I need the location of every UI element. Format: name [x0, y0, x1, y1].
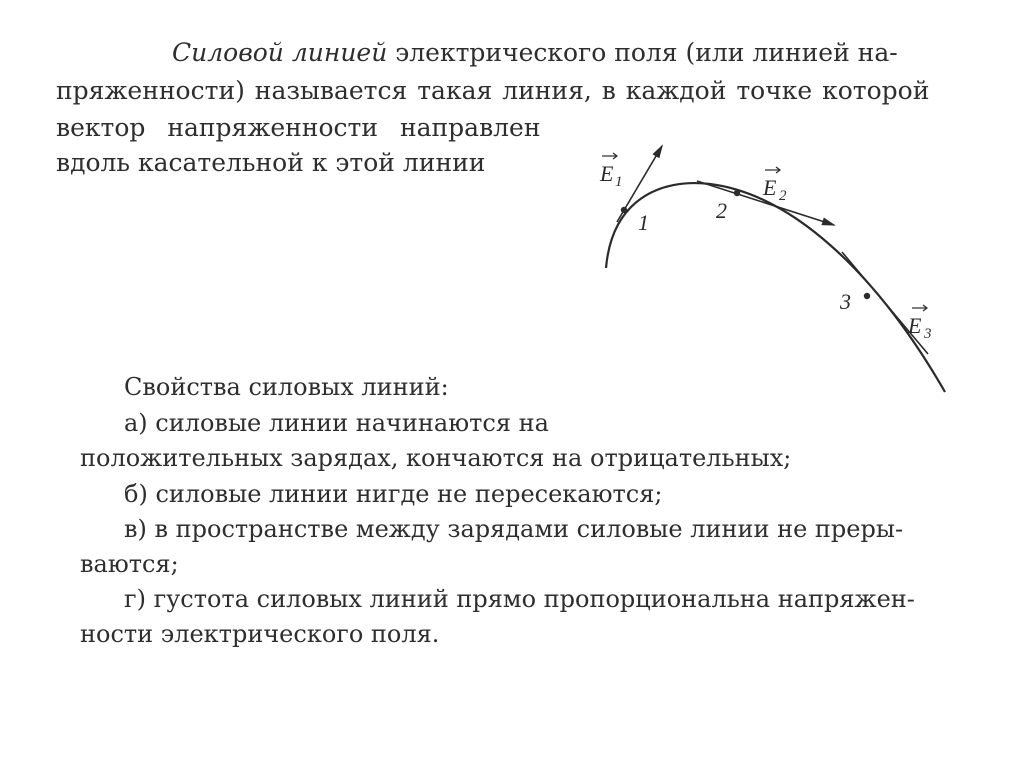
label-e1-subscript: 1 [615, 174, 623, 190]
label-e1-text: E [600, 161, 614, 186]
tangent-line-e3 [842, 252, 928, 354]
definition-line-3: вектор напряженности направлен [56, 113, 541, 142]
label-e3 [907, 305, 932, 342]
property-a-line-1: а) силовые линии начинаются на [124, 409, 549, 437]
definition-line-2: пряженности) называется такая линия, в каждой точке которой [56, 76, 930, 105]
label-e2 [762, 167, 787, 204]
definition-line-4: вдоль касательной к этой линии [56, 148, 486, 177]
definition-term: Силовой линией [172, 38, 388, 67]
point-3-dot [864, 293, 870, 299]
label-e3-subscript: 3 [924, 326, 932, 342]
point-3-label: 3 [840, 289, 851, 314]
field-line-curve [606, 183, 945, 392]
properties-title: Свойства силовых линий: [124, 373, 449, 401]
property-d-line-1: г) густота силовых линий прямо пропорциональна напряжен- [124, 585, 915, 613]
label-e1 [599, 153, 623, 190]
point-1-label: 1 [638, 210, 649, 235]
property-a-line-2: положительных зарядах, кончаются на отрицательных; [80, 444, 792, 472]
label-e2-subscript: 2 [779, 188, 787, 204]
property-c-line-1: в) в пространстве между зарядами силовые линии не преры- [124, 515, 904, 543]
point-2-label: 2 [716, 198, 727, 223]
point-2-dot [734, 190, 740, 196]
label-e2-text: E [763, 175, 777, 200]
property-d-line-2: ности электрического поля. [80, 620, 440, 648]
point-1-dot [621, 207, 627, 213]
property-c-line-2: ваются; [80, 550, 179, 578]
label-e3-text: E [908, 313, 922, 338]
definition-line-1-rest: электрического поля (или линией на- [395, 38, 898, 67]
property-b: б) силовые линии нигде не пересекаются; [124, 480, 663, 508]
